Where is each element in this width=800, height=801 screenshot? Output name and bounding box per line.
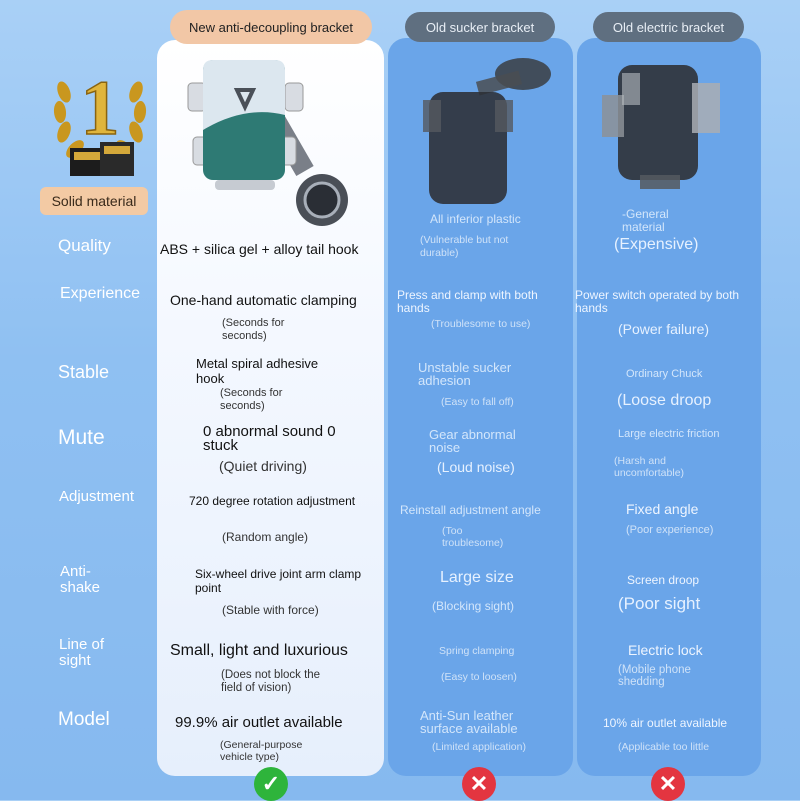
row-label-sight: Line of sight <box>59 636 105 669</box>
row-label-mute: Mute <box>58 426 105 449</box>
adjustment-old1-main: Reinstall adjustment angle <box>400 503 541 517</box>
quality-old2-sub: (Expensive) <box>614 236 699 253</box>
antishake-new-main: Six-wheel drive joint arm clamp point <box>195 567 362 595</box>
trophy-icon <box>50 52 150 182</box>
solid-material-badge: Solid material <box>40 187 148 215</box>
row-label-antishake: Anti-shake <box>60 563 101 596</box>
model-new-sub: (General-purpose vehicle type) <box>220 739 303 763</box>
sight-old1-sub: (Easy to loosen) <box>441 671 517 683</box>
antishake-old2-sub: (Poor sight <box>618 594 701 613</box>
antishake-old1-sub: (Blocking sight) <box>432 599 515 613</box>
stable-new-main: Metal spiral adhesive hook <box>196 356 319 386</box>
mute-new-main: 0 abnormal sound 0 stuck <box>203 423 336 454</box>
experience-old2-sub: (Power failure) <box>618 321 710 337</box>
old-electric-image <box>600 55 735 195</box>
mute-old2-sub: (Harsh and uncomfortable) <box>614 455 685 479</box>
adjustment-old2-main: Fixed angle <box>626 501 699 517</box>
row-label-stable: Stable <box>58 362 110 382</box>
row-label-experience: Experience <box>60 285 141 302</box>
sight-old1-main: Spring clamping <box>439 645 515 657</box>
cross-icon: ✕ <box>651 767 685 801</box>
adjustment-old2-sub: (Poor experience) <box>626 524 714 536</box>
model-old2-sub: (Applicable too little <box>618 741 710 753</box>
model-new-main: 99.9% air outlet available <box>175 714 343 731</box>
adjustment-new-main: 720 degree rotation adjustment <box>189 494 356 508</box>
quality-old2-main: -General material <box>622 207 669 234</box>
new-bracket-image <box>185 55 360 230</box>
header-old-electric: Old electric bracket <box>593 12 744 42</box>
stable-old1-main: Unstable sucker adhesion <box>418 360 512 388</box>
trophy-number: 1 <box>80 64 120 151</box>
stable-old1-sub: (Easy to fall off) <box>441 396 514 408</box>
antishake-new-sub: (Stable with force) <box>222 603 319 617</box>
antishake-old1-main: Large size <box>440 569 514 586</box>
model-old1-sub: (Limited application) <box>432 741 526 753</box>
model-old2-main: 10% air outlet available <box>603 716 728 730</box>
quality-new-main: ABS + silica gel + alloy tail hook <box>160 241 359 257</box>
experience-old1-sub: (Troublesome to use) <box>431 318 531 330</box>
model-old1-main: Anti-Sun leather surface available <box>420 708 518 736</box>
experience-new-main: One-hand automatic clamping <box>170 292 357 308</box>
mute-old2-main: Large electric friction <box>618 428 720 440</box>
header-new-bracket: New anti-decoupling bracket <box>170 10 372 44</box>
sight-old2-sub: (Mobile phone shedding <box>618 664 691 688</box>
row-label-quality: Quality <box>58 236 111 255</box>
sight-old2-main: Electric lock <box>628 642 703 658</box>
check-icon: ✓ <box>254 767 288 801</box>
sight-new-sub: (Does not block the field of vision) <box>221 669 321 694</box>
old-sucker-image <box>415 52 555 212</box>
antishake-old2-main: Screen droop <box>627 573 700 587</box>
quality-old1-main: All inferior plastic <box>430 212 521 226</box>
cross-icon: ✕ <box>462 767 496 801</box>
mute-old1-main: Gear abnormal noise <box>429 427 516 455</box>
sight-new-main: Small, light and luxurious <box>170 642 348 659</box>
stable-old2-sub: (Loose droop <box>617 392 712 409</box>
adjustment-new-sub: (Random angle) <box>222 530 309 544</box>
mute-old1-sub: (Loud noise) <box>437 459 515 475</box>
row-label-adjustment: Adjustment <box>59 488 135 505</box>
header-old-sucker: Old sucker bracket <box>405 12 555 42</box>
experience-new-sub: (Seconds for seconds) <box>222 317 285 342</box>
mute-new-sub: (Quiet driving) <box>219 458 307 474</box>
stable-new-sub: (Seconds for seconds) <box>220 387 283 412</box>
experience-old2-main: Power switch operated by both hands <box>575 288 740 315</box>
experience-old1-main: Press and clamp with both hands <box>397 288 538 315</box>
stable-old2-main: Ordinary Chuck <box>626 368 703 380</box>
adjustment-old1-sub: (Too troublesome) <box>442 525 504 549</box>
row-label-model: Model <box>58 709 110 730</box>
quality-old1-sub: (Vulnerable but not durable) <box>420 234 509 259</box>
